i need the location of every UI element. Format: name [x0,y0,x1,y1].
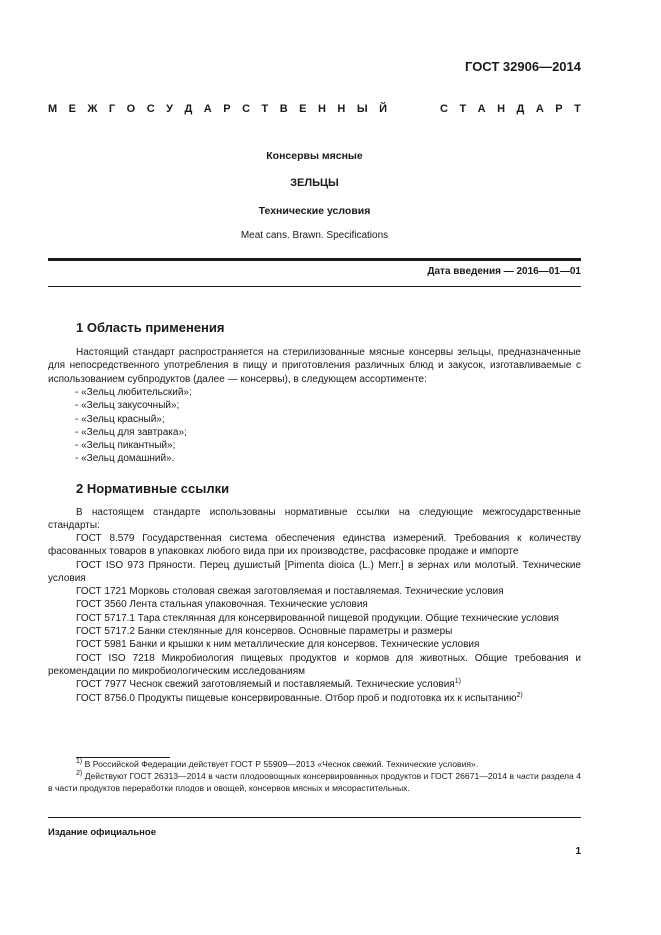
title-name: ЗЕЛЬЦЫ [290,177,339,189]
letter: С [146,103,155,115]
list-item: - «Зельц любительский»; [75,387,192,398]
list-item: - «Зельц домашний». [75,453,175,465]
footnote-marker[interactable]: 1) [454,678,461,686]
introduction-date: Дата введения — 2016—01—01 [427,266,581,277]
letter: Т [574,103,581,115]
footnote-mark: 1) [76,758,83,765]
footnote-text: В Российской Федерации действует ГОСТ Р 55909—2013 «Чеснок свежий. Технические условия». [82,759,479,769]
reference-item: ГОСТ 5717.1 Тара стеклянная для консервированной пищевой продукции. Общие технические условия [76,612,559,624]
footnotes [48,758,581,794]
standard-type-banner [48,103,581,115]
letter: С [242,103,251,115]
letter: Г [108,103,116,115]
footnote-mark: 2) [76,770,83,777]
title-english: Meat cans. Brawn. Specifications [240,230,389,241]
edition-label: Издание официальное [48,827,156,838]
reference-item: ГОСТ ISO 7218 Микробиология пищевых продуктов и кормов для животных. Общие требования и рекомендации по микробиологическим исследованиям [48,652,581,677]
reference-item: ГОСТ 1721 Морковь столовая свежая заготовляемая и поставляемая. Технические условия [76,586,504,598]
references-list [48,532,581,705]
list-item: - «Зельц пикантный»; [75,440,176,452]
letter: А [203,103,212,115]
letter: Т [261,103,269,115]
footnote-text: Действуют ГОСТ 26313—2014 в части плодоовощных консервированных продуктов и ГОСТ 26671—2014 в части раздела 4 в части продуктов переработки плодов и овощей, консервов мясных и мясорастительных. [48,771,581,793]
list-item: - «Зельц закусочный»; [75,400,180,412]
letter: Н [337,103,346,115]
letter: Д [516,103,525,115]
footnote [48,758,581,770]
letter: Р [555,103,563,115]
letter: Н [317,103,326,115]
divider-thin [48,286,581,287]
letter: С [440,103,448,115]
letter: О [126,103,136,115]
scope-paragraph: Настоящий стандарт распространяется на стерилизованные мясные консервы зельцы, предназначенные для непосредственного употребления в пищу и приготовления различных блюд и закусок, изготавливаемые с использованием субпродуктов (далее — консервы), в следующем ассортименте: [48,347,581,385]
section-heading-references: 2 Нормативные ссылки [76,481,230,496]
letter: М [48,103,58,115]
references-intro: В настоящем стандарте использованы нормативные ссылки на следующие межгосударственные стандарты: [48,507,581,532]
footnote [48,770,581,794]
reference-item: ГОСТ 5981 Банки и крышки к ним металлические для консервов. Технические условия [76,639,480,651]
document-number: ГОСТ 32906—2014 [465,59,581,74]
section-heading-scope: 1 Область применения [76,320,225,335]
reference-text: ГОСТ 8756.0 Продукты пищевые консервированные. Отбор проб и подготовка их к испытанию [76,692,517,704]
letter: Р [223,103,231,115]
title-subtitle: Технические условия [258,205,371,217]
assortment-list [75,386,192,466]
reference-item: ГОСТ ISO 973 Пряности. Перец душистый [Pimenta dioica (L.) Merr.] в зернах или молотый. Технические условия [48,559,581,584]
letter: Ж [87,103,98,115]
title-category: Консервы мясные [266,150,363,162]
page-number: 1 [575,846,581,857]
reference-item [48,678,581,691]
letter: Т [459,103,467,115]
list-item: - «Зельц для завтрака»; [75,426,187,438]
reference-item: ГОСТ 3560 Лента стальная упаковочная. Технические условия [76,599,368,611]
divider-thick [48,258,581,261]
letter: А [535,103,544,115]
footer-divider [48,817,581,818]
letter: Д [184,103,193,115]
list-item: - «Зельц красный»; [75,413,165,425]
reference-text: ГОСТ 7977 Чеснок свежий заготовляемый и поставляемый. Технические условия [76,679,455,691]
word-gap [399,103,429,115]
letter: У [166,103,173,115]
letter: Н [497,103,506,115]
reference-item: ГОСТ 5717.2 Банки стеклянные для консервов. Основные параметры и размеры [76,626,453,638]
reference-item [48,692,581,705]
letter: В [279,103,288,115]
footnote-marker[interactable]: 2) [516,691,523,699]
letter: Й [379,103,388,115]
letter: Е [68,103,76,115]
letter: А [477,103,486,115]
reference-item: ГОСТ 8.579 Государственная система обеспечения единства измерений. Требования к количеству фасованных товаров в упаковках любого вида при их производстве, расфасовке продаже и импорте [48,533,581,558]
letter: Ы [356,103,368,115]
letter: Е [299,103,307,115]
